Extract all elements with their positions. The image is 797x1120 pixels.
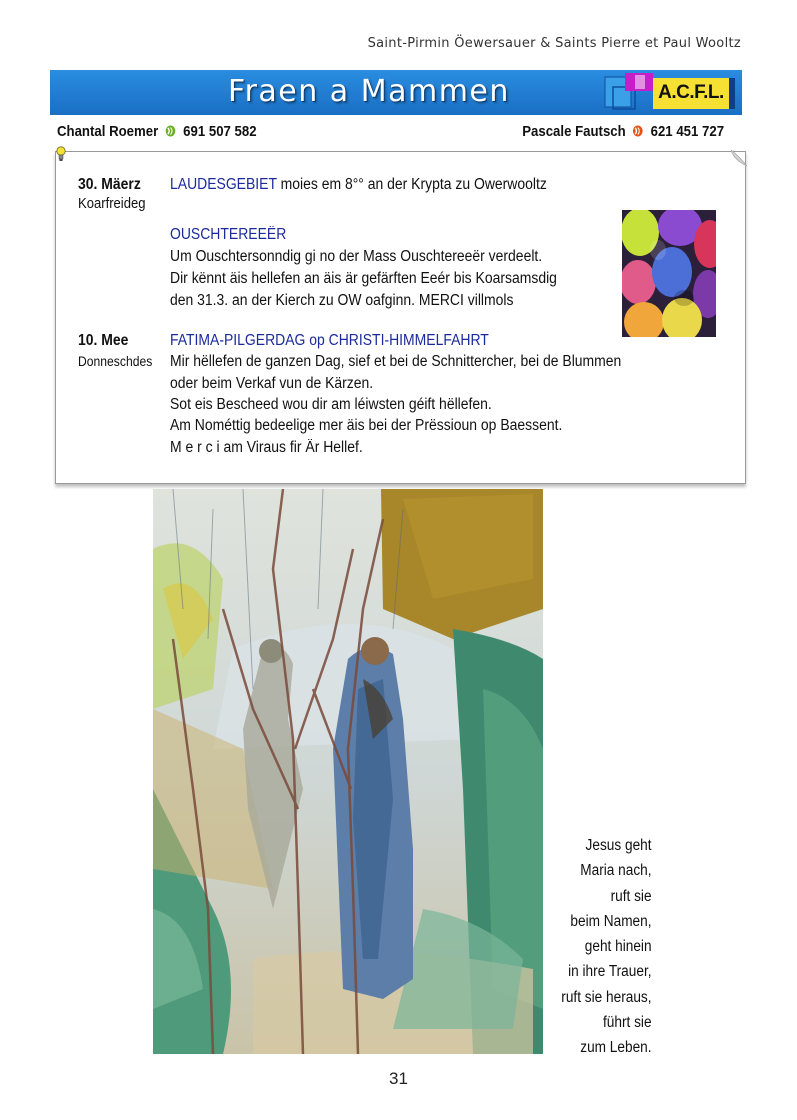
entry-day: Koarfreideg [78,196,146,212]
contact-left [57,123,257,140]
poem-line: ruft sie [611,887,652,905]
entry-date: 10. Mee [78,332,129,349]
poem [562,833,652,1061]
logo-text: A.C.F.L. [653,78,729,107]
lightbulb-icon [56,146,66,162]
easter-line: den 31.3. an der Kierch zu OW oafginn. MERCI villmols [170,292,514,309]
easter-heading: OUSCHTEREEËR [170,226,287,243]
entry-date: 30. Mäerz [78,176,141,193]
contact-right [522,123,724,140]
entry-line: oder beim Verkaf vun de Kärzen. [170,375,374,392]
poem-line: zum Leben. [580,1039,652,1057]
entry-line: Sot eis Bescheed wou dir am léiwsten géift hëllefen. [170,396,492,413]
poem-line: beim Namen, [570,912,652,930]
contact-left-name: Chantal Roemer [57,123,159,140]
contact-right-name: Pascale Fautsch [522,123,626,140]
page-number: 31 [389,1069,408,1088]
phone-icon [165,125,176,137]
phone-icon [633,125,644,137]
banner-title: Fraen a Mammen [228,74,510,109]
poem-line: ruft sie heraus, [561,988,652,1006]
section-banner [50,70,742,115]
entry-line [170,176,547,194]
poem-line: führt sie [603,1014,652,1032]
entry-line: M e r c i am Viraus fir Är Hellef. [170,439,363,456]
poem-line: Maria nach, [580,862,652,880]
page-curl-icon [731,150,747,166]
resurrection-painting [153,489,543,1054]
easter-eggs-image [622,210,716,337]
entry-line: Mir hëllefen de ganzen Dag, sief et bei de Schnittercher, bei de Blummen [170,353,622,370]
easter-line: Um Ouschtersonndig gi no der Mass Ouschtereeër verdeelt. [170,248,543,265]
parish-name: Saint-Pirmin Öewersauer & Saints Pierre et Paul Wooltz [367,36,741,51]
entry-line: Am Nométtig bedeelige mer äis bei der Prëssioun op Baessent. [170,417,563,434]
entry-heading: FATIMA-PILGERDAG op CHRISTI-HIMMELFAHRT [170,332,489,349]
poem-line: geht hinein [585,938,652,956]
poem-line: Jesus geht [586,837,652,854]
easter-line: Dir kënnt äis hellefen an äis är gefärften Eeér bis Koarsamsdig [170,270,557,287]
contact-bar [57,123,725,143]
poem-line: in ihre Trauer, [568,963,652,981]
entry-heading: LAUDESGEBIET [170,176,277,193]
contact-left-phone: 691 507 582 [183,123,257,140]
entry-text: moies em 8°° an der Krypta zu Owerwooltz [276,176,547,193]
announcement-box [55,151,746,484]
contact-right-phone: 621 451 727 [650,123,725,140]
entry-day: Donneschdes [78,354,153,369]
